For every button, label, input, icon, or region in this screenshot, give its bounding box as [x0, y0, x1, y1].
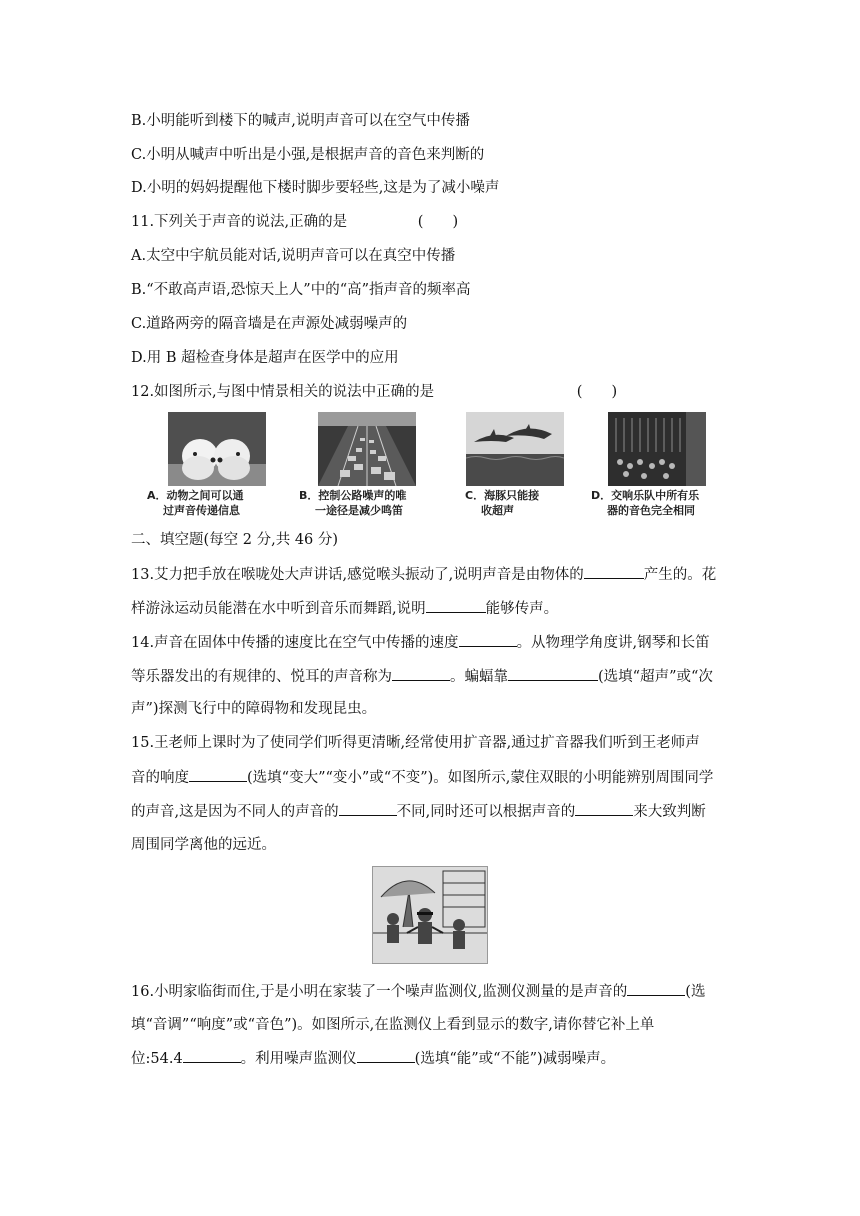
orchestra-photo [608, 412, 706, 486]
question-11-stem: 11.下列关于声音的说法,正确的是 [131, 214, 348, 230]
q16-text: 。利用噪声监测仪 [240, 1051, 357, 1067]
q16-line-1 [131, 981, 705, 1002]
q14-text: 。从物理学角度讲,钢琴和长笛 [516, 635, 710, 651]
q14-text: 14.声音在固体中传播的速度比在空气中传播的速度 [131, 635, 459, 651]
option-a-line2: 过声音传递信息 [163, 504, 240, 517]
q16-text: (选填“能”或“不能”)减弱噪声。 [414, 1051, 616, 1067]
question-11 [131, 212, 458, 232]
q14-text: (选填“超声”或“次 [598, 669, 713, 685]
q15-text: (选填“变大”“变小”或“不变”)。如图所示,蒙住双眼的小明能辨别周围同学 [247, 770, 714, 786]
answer-blank[interactable] [392, 666, 450, 681]
q13-text: 产生的。花 [643, 567, 717, 583]
answer-blank[interactable] [426, 598, 486, 613]
answer-blank[interactable] [575, 801, 633, 816]
q14-text: 等乐器发出的有规律的、悦耳的声音称为 [131, 669, 392, 685]
q15-line-3 [131, 801, 706, 822]
q11-option-d: D.用 B 超检查身体是超声在医学中的应用 [131, 350, 399, 366]
option-c-line2: 收超声 [481, 504, 514, 517]
q15-text: 音的响度 [131, 770, 189, 786]
q13-line-2 [131, 598, 558, 619]
option-d-line2: 器的音色完全相同 [607, 504, 695, 517]
answer-paren: ( ) [417, 214, 459, 230]
option-a-line1: A．动物之间可以通 [147, 489, 244, 502]
answer-blank[interactable] [183, 1048, 241, 1063]
puppies-photo [168, 412, 266, 486]
q12-option-a [147, 488, 297, 518]
q16-text: 16.小明家临街而住,于是小明在家装了一个噪声监测仪,监测仪测量的是声音的 [131, 984, 628, 1000]
answer-blank[interactable] [357, 1048, 415, 1063]
q12-option-d [591, 488, 741, 518]
blindfold-game-illustration [372, 866, 488, 964]
q11-option-c: C.道路两旁的隔音墙是在声源处减弱噪声的 [131, 316, 408, 332]
dolphins-photo [466, 412, 564, 486]
q13-line-1 [131, 564, 716, 585]
q15-text: 来大致判断 [633, 804, 706, 820]
q16-line-2: 填“音调”“响度”或“音色”)。如图所示,在监测仪上看到显示的数字,请你替它补上单 [131, 1017, 655, 1033]
answer-blank[interactable] [627, 981, 685, 996]
q15-line-1: 15.王老师上课时为了使同学们听得更清晰,经常使用扩音器,通过扩音器我们听到王老师声 [131, 735, 700, 751]
option-d-line1: D．交响乐队中所有乐 [591, 489, 700, 502]
q15-line-4: 周围同学离他的远近。 [131, 837, 276, 853]
q14-line-2 [131, 666, 713, 687]
q10-option-d: D.小明的妈妈提醒他下楼时脚步要轻些,这是为了减小噪声 [131, 180, 500, 196]
option-c-line1: C．海豚只能接 [465, 489, 540, 502]
q13-text: 能够传声。 [485, 601, 559, 617]
q10-option-b: B.小明能听到楼下的喊声,说明声音可以在空气中传播 [131, 113, 470, 129]
answer-blank[interactable] [508, 666, 598, 681]
q15-text: 的声音,这是因为不同人的声音的 [131, 804, 339, 820]
option-b-line2: 一途径是减少鸣笛 [315, 504, 403, 517]
q16-line-3 [131, 1048, 615, 1069]
option-b-line1: B．控制公路噪声的唯 [299, 489, 407, 502]
q15-line-2 [131, 767, 713, 788]
q14-text: 。蝙蝠靠 [450, 669, 508, 685]
q13-text: 13.艾力把手放在喉咙处大声讲话,感觉喉头振动了,说明声音是由物体的 [131, 567, 584, 583]
q15-text: 不同,同时还可以根据声音的 [396, 804, 576, 820]
q13-text: 样游泳运动员能潜在水中听到音乐而舞蹈,说明 [131, 601, 426, 617]
answer-blank[interactable] [339, 801, 397, 816]
question-12-stem: 12.如图所示,与图中情景相关的说法中正确的是 [131, 384, 435, 400]
q10-option-c: C.小明从喊声中听出是小强,是根据声音的音色来判断的 [131, 147, 485, 163]
q14-line-3: 声”)探测飞行中的障碍物和发现昆虫。 [131, 701, 377, 717]
section-heading: 二、填空题(每空 2 分,共 46 分) [131, 532, 339, 548]
highway-traffic-photo [318, 412, 416, 486]
answer-blank[interactable] [584, 564, 644, 579]
question-12 [131, 382, 617, 402]
q11-option-a: A.太空中宇航员能对话,说明声音可以在真空中传播 [131, 248, 456, 264]
q12-option-b [299, 488, 449, 518]
answer-blank[interactable] [189, 767, 247, 782]
q11-option-b: B.“不敢高声语,恐惊天上人”中的“高”指声音的频率高 [131, 282, 471, 298]
answer-blank[interactable] [459, 632, 517, 647]
q16-text: 位:54.4 [131, 1051, 183, 1067]
answer-paren: ( ) [576, 384, 618, 400]
q14-line-1 [131, 632, 710, 653]
q16-text: (选 [685, 984, 706, 1000]
